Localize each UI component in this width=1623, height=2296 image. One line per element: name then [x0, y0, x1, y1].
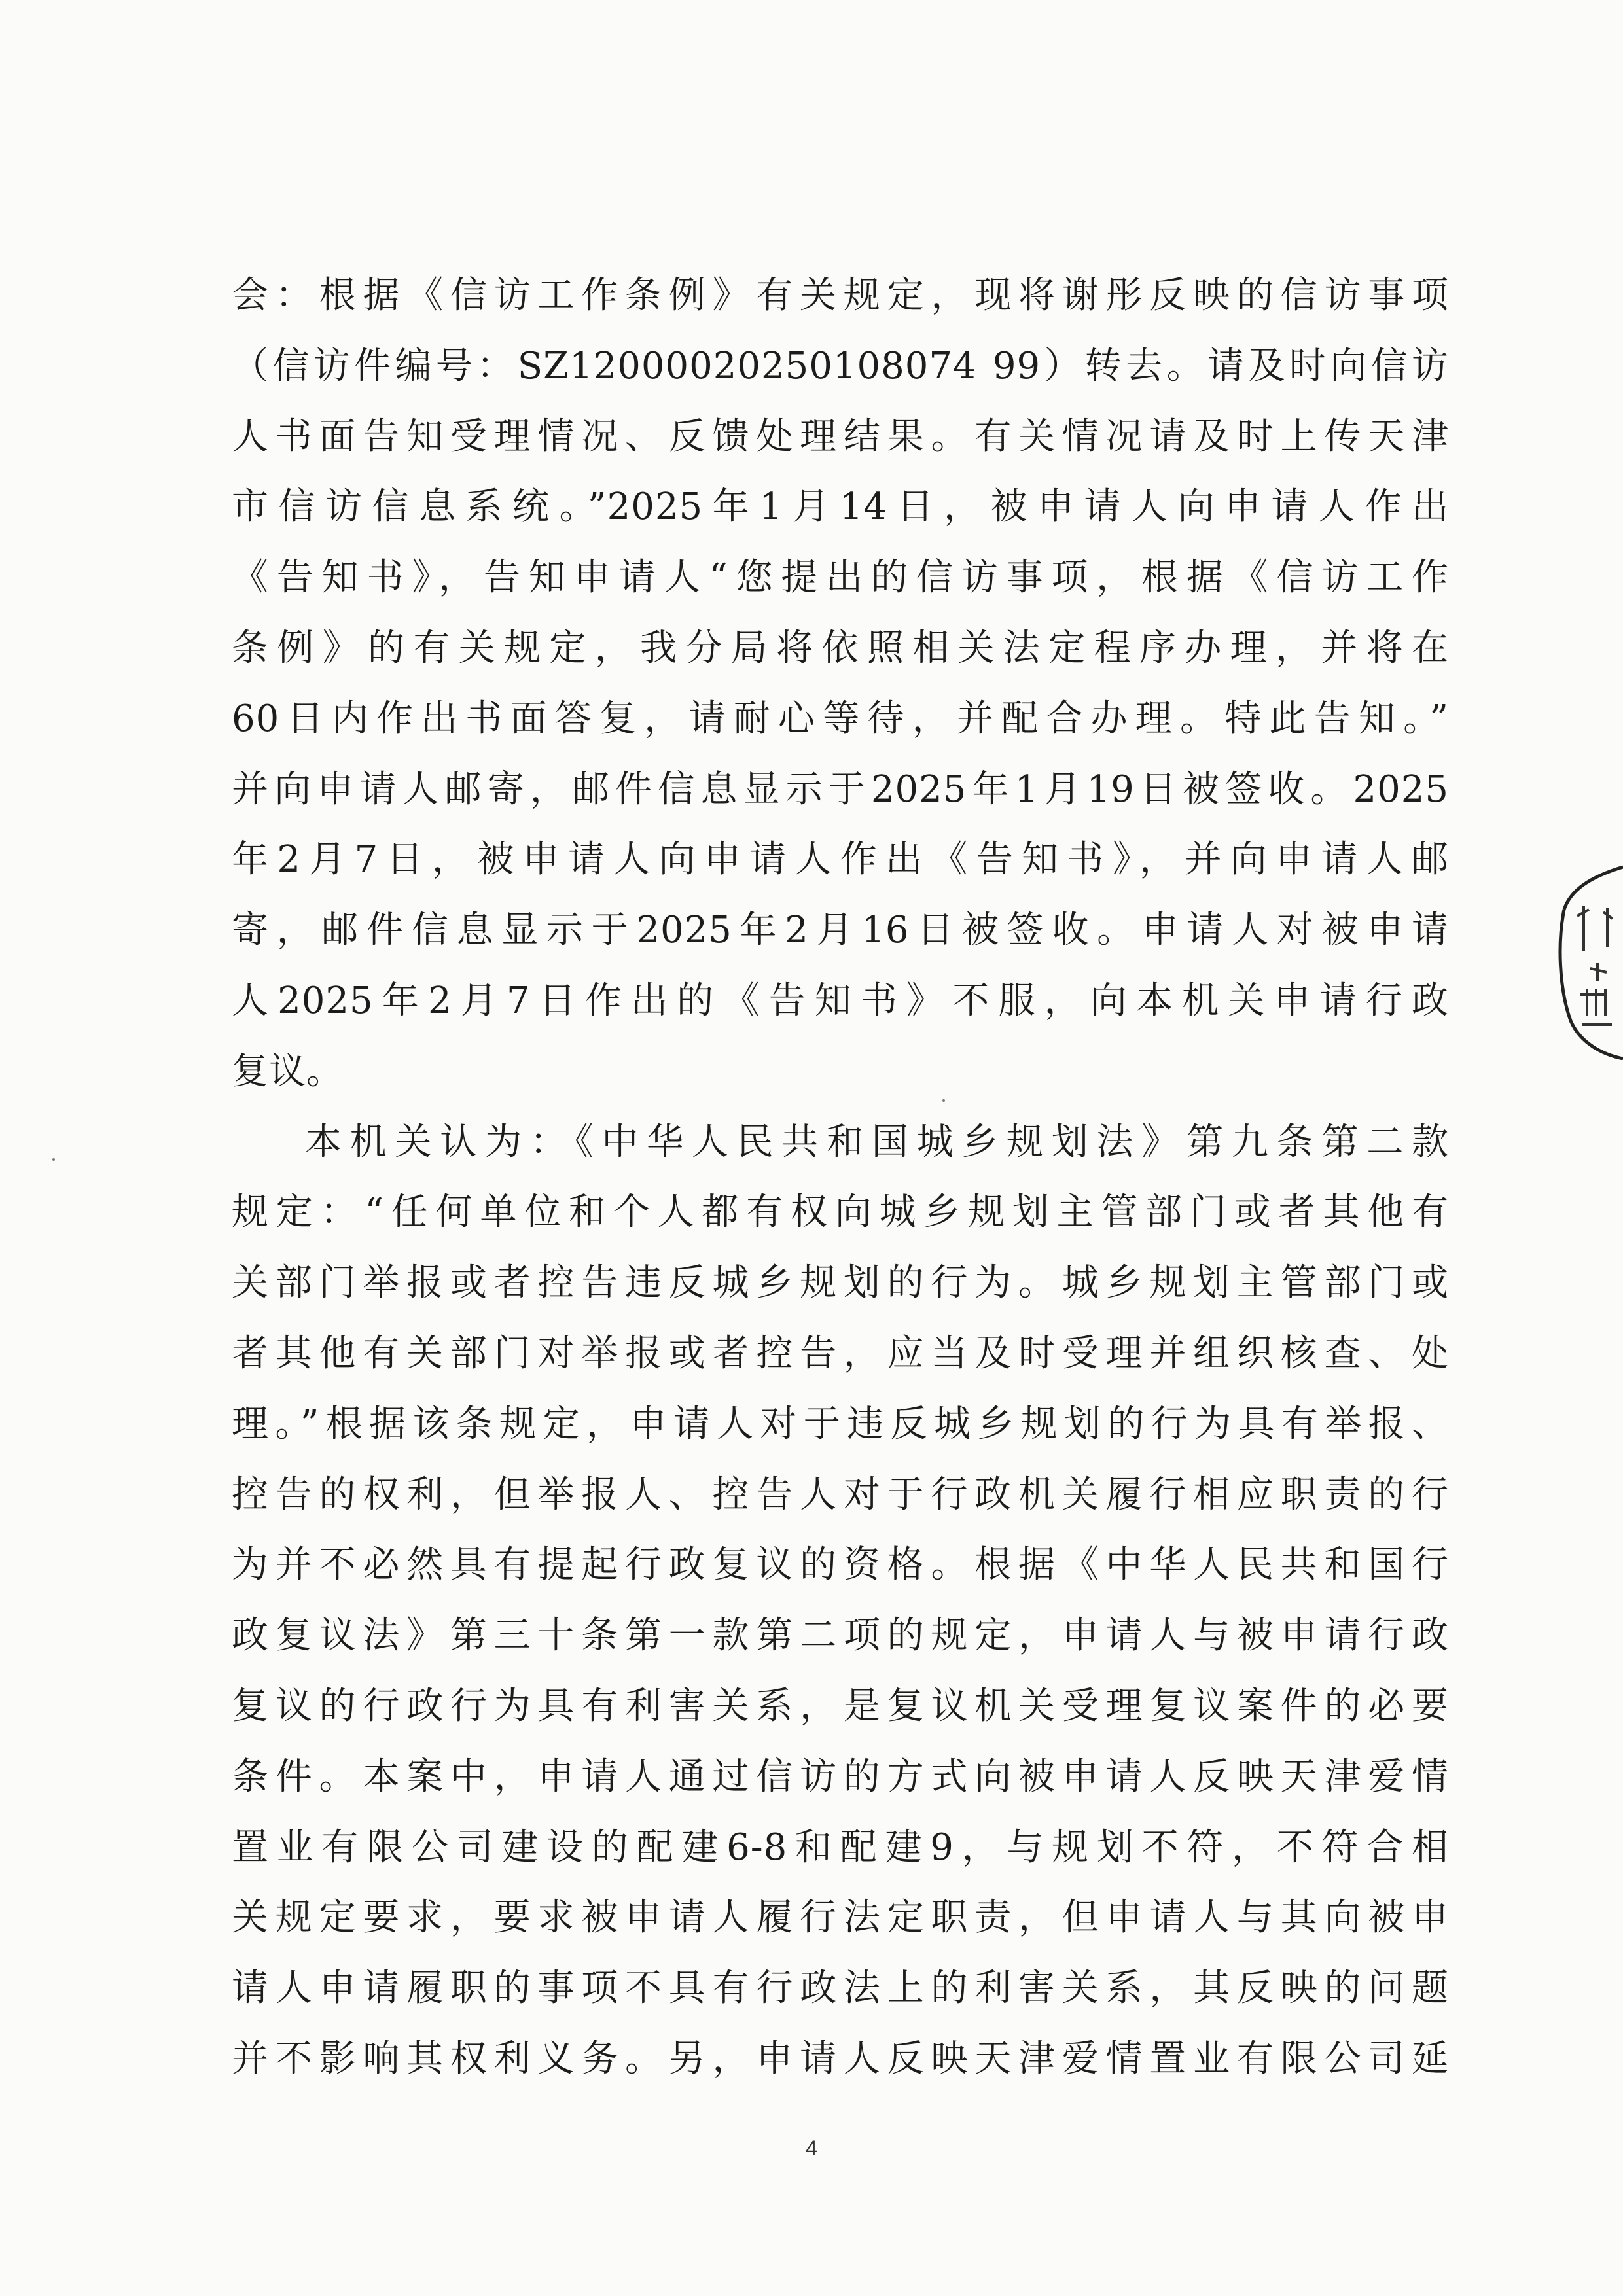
text-line-24: 关规定要求，要求被申请人履行法定职责，但申请人与其向被申: [232, 1896, 1449, 1939]
text-line-11: 人2025年2月7日作出的《告知书》不服，向本机关申请行政: [232, 979, 1449, 1022]
text-line-22: 条件。本案中，申请人通过信访的方式向被申请人反映天津爱情: [232, 1755, 1449, 1798]
text-line-4: 市信访信息系统。”2025年1月14日，被申请人向申请人作出: [232, 486, 1449, 529]
text-line-19: 为并不必然具有提起行政复议的资格。根据《中华人民共和国行: [232, 1544, 1449, 1587]
text-line-1: 会：根据《信访工作条例》有关规定，现将谢彤反映的信访事项: [232, 274, 1449, 317]
seal-fragment-icon: [1551, 864, 1623, 1060]
scan-speck: [942, 1099, 945, 1102]
scan-speck: [52, 1158, 55, 1161]
text-line-25: 请人申请履职的事项不具有行政法上的利害关系，其反映的问题: [232, 1967, 1449, 2010]
text-line-20: 政复议法》第三十条第一款第二项的规定，申请人与被申请行政: [232, 1614, 1449, 1657]
text-line-14: 规定：“任何单位和个人都有权向城乡规划主管部门或者其他有: [232, 1191, 1449, 1234]
text-line-17: 理。”根据该条规定，申请人对于违反城乡规划的行为具有举报、: [232, 1402, 1449, 1445]
text-line-12: 复议。: [232, 1050, 344, 1093]
text-line-21: 复议的行政行为具有利害关系，是复议机关受理复议案件的必要: [232, 1684, 1449, 1727]
text-line-18: 控告的权利，但举报人、控告人对于行政机关履行相应职责的行: [232, 1473, 1449, 1516]
body-text: [232, 260, 1449, 2094]
text-line-15: 关部门举报或者控告违反城乡规划的行为。城乡规划主管部门或: [232, 1262, 1449, 1305]
text-line-8: 并向申请人邮寄，邮件信息显示于2025年1月19日被签收。2025: [232, 768, 1449, 811]
text-line-2: （信访件编号：SZ12000020250108074 99）转去。请及时向信访: [232, 344, 1449, 387]
text-line-6: 条例》的有关规定，我分局将依照相关法定程序办理，并将在: [232, 626, 1449, 669]
text-line-5: 《告知书》，告知申请人“您提出的信访事项，根据《信访工作: [232, 556, 1449, 599]
text-line-7: 60日内作出书面答复，请耐心等待，并配合办理。特此告知。”: [232, 697, 1449, 740]
text-line-13: 本机关认为：《中华人民共和国城乡规划法》第九条第二款: [305, 1120, 1449, 1163]
text-line-16: 者其他有关部门对举报或者控告，应当及时受理并组织核查、处: [232, 1332, 1449, 1375]
page-number: 4: [806, 2136, 817, 2160]
text-line-26: 并不影响其权利义务。另，申请人反映天津爱情置业有限公司延: [232, 2037, 1449, 2080]
text-line-3: 人书面告知受理情况、反馈处理结果。有关情况请及时上传天津: [232, 415, 1449, 458]
text-line-10: 寄，邮件信息显示于2025年2月16日被签收。申请人对被申请: [232, 909, 1449, 952]
text-line-9: 年2月7日，被申请人向申请人作出《告知书》，并向申请人邮: [232, 838, 1449, 881]
text-line-23: 置业有限公司建设的配建6-8和配建9，与规划不符，不符合相: [232, 1826, 1449, 1869]
